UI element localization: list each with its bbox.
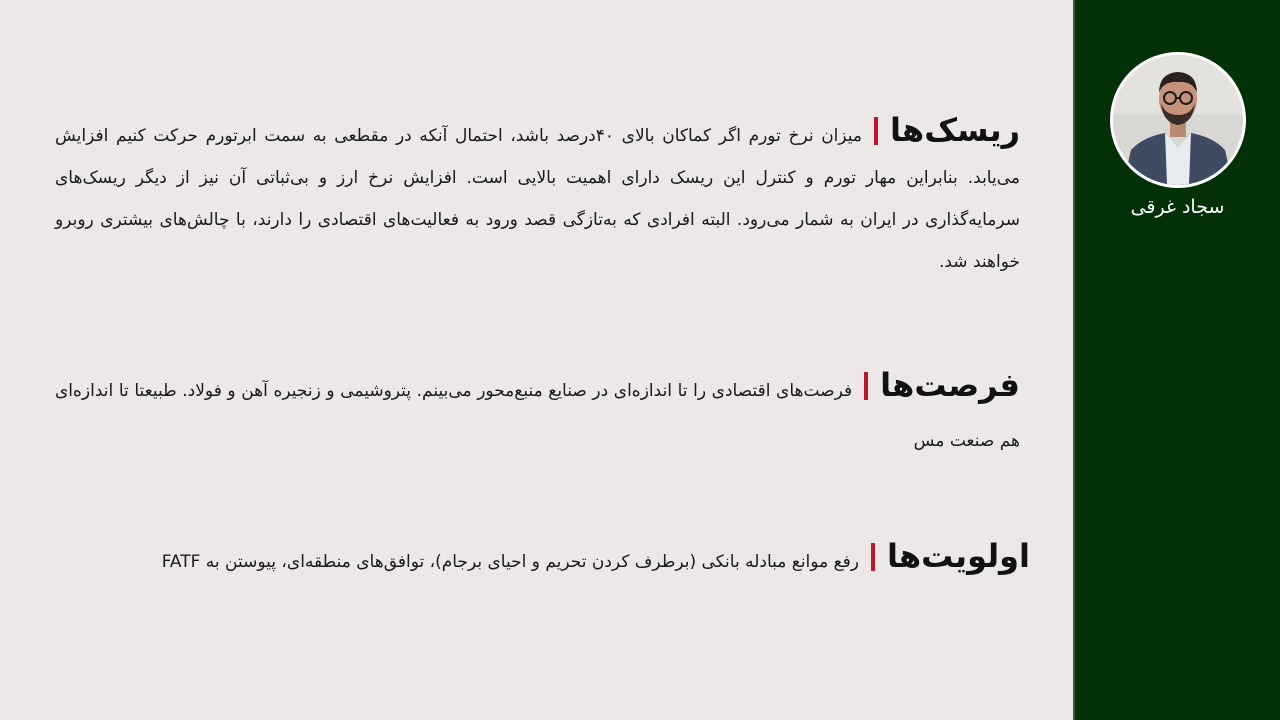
priorities-section (90, 531, 1030, 587)
section-heading: فرصت‌ها (880, 366, 1020, 404)
section-text: فرصت‌های اقتصادی را تا اندازه‌ای در صنایع منبع‌محور می‌بینم. پتروشیمی و زنجیره آهن و فولاد. طبیعتا تا اندازه‌ای هم صنعت مس (55, 381, 1020, 451)
section-text: میزان نرخ تورم اگر کماکان بالای ۴۰درصد باشد، احتمال آنکه در مقطعی به سمت ابرتورم حرکت کنیم افزایش می‌یابد. بنابراین مهار تورم و کنترل این ریسک دارای اهمیت بالایی است. افزایش نرخ ارز و بی‌ثباتی آن نیز از دیگر ریسک‌های سرمایه‌گذاری در ایران به شمار می‌رود. البته افرادی که به‌تازگی قصد ورود به فعالیت‌های اقتصادی را دارند، با چالش‌های بیشتری روبرو خواهند شد. (55, 126, 1020, 272)
speaker-sidebar (1073, 0, 1280, 720)
accent-bar (864, 372, 868, 400)
speaker-photo (1113, 55, 1243, 185)
section-heading: اولویت‌ها (886, 537, 1030, 575)
opportunities-section (55, 360, 1020, 466)
speaker-name: سجاد غرقی (1130, 196, 1225, 218)
section-heading: ریسک‌ها (890, 111, 1020, 149)
section-text: رفع موانع مبادله بانکی (برطرف کردن تحریم و احیای برجام)، توافق‌های منطقه‌ای، پیوستن به FATF (161, 552, 859, 572)
accent-bar (871, 543, 875, 571)
risks-section (55, 110, 1020, 283)
accent-bar (874, 117, 878, 145)
speaker-avatar (1110, 52, 1246, 188)
